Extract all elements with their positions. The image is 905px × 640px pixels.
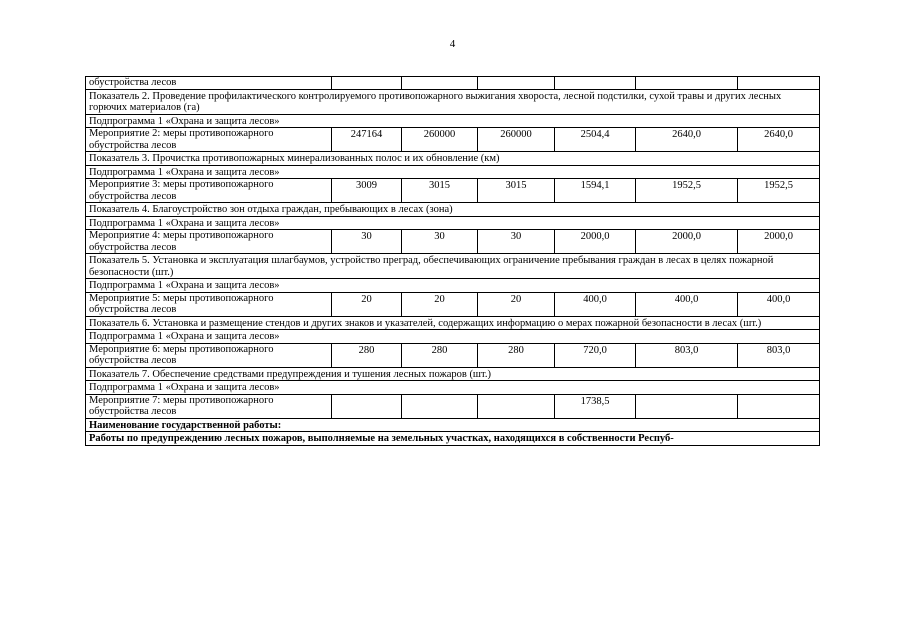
activity-label: Мероприятие 3: меры противопожарного обустройства лесов xyxy=(86,179,332,203)
value-cell: 30 xyxy=(478,230,555,254)
value-cell: 3015 xyxy=(402,179,478,203)
value-cell: 1594,1 xyxy=(555,179,636,203)
indicator-heading: Подпрограмма 1 «Охрана и защита лесов» xyxy=(86,381,820,395)
program-indicators-table xyxy=(85,76,820,446)
value-cell: 2504,4 xyxy=(555,128,636,152)
value-cell: 400,0 xyxy=(555,292,636,316)
value-cell xyxy=(738,77,820,90)
indicator-heading: Подпрограмма 1 «Охрана и защита лесов» xyxy=(86,330,820,344)
value-cell xyxy=(738,394,820,418)
value-cell: 803,0 xyxy=(636,343,738,367)
value-cell: 2000,0 xyxy=(738,230,820,254)
value-cell xyxy=(332,77,402,90)
value-cell: 3015 xyxy=(478,179,555,203)
value-cell: 20 xyxy=(332,292,402,316)
value-cell xyxy=(636,394,738,418)
table-row xyxy=(86,216,820,230)
value-cell: 20 xyxy=(478,292,555,316)
activity-label: Мероприятие 7: меры противопожарного обустройства лесов xyxy=(86,394,332,418)
table-row xyxy=(86,418,820,432)
indicator-heading: Показатель 4. Благоустройство зон отдыха граждан, пребывающих в лесах (зона) xyxy=(86,203,820,217)
table-row xyxy=(86,203,820,217)
table-row xyxy=(86,343,820,367)
activity-label: Мероприятие 5: меры противопожарного обустройства лесов xyxy=(86,292,332,316)
value-cell: 2000,0 xyxy=(555,230,636,254)
table-row xyxy=(86,114,820,128)
table-row xyxy=(86,432,820,446)
indicator-heading: Подпрограмма 1 «Охрана и защита лесов» xyxy=(86,114,820,128)
table-row xyxy=(86,179,820,203)
value-cell: 400,0 xyxy=(636,292,738,316)
value-cell: 280 xyxy=(478,343,555,367)
indicator-heading: Подпрограмма 1 «Охрана и защита лесов» xyxy=(86,165,820,179)
value-cell: 30 xyxy=(402,230,478,254)
table-row xyxy=(86,128,820,152)
value-cell: 1738,5 xyxy=(555,394,636,418)
table-row xyxy=(86,381,820,395)
value-cell xyxy=(636,77,738,90)
value-cell xyxy=(402,77,478,90)
table-row xyxy=(86,165,820,179)
value-cell: 280 xyxy=(402,343,478,367)
indicator-heading: Показатель 7. Обеспечение средствами предупреждения и тушения лесных пожаров (шт.) xyxy=(86,367,820,381)
value-cell: 803,0 xyxy=(738,343,820,367)
table-row xyxy=(86,367,820,381)
value-cell xyxy=(402,394,478,418)
value-cell: 400,0 xyxy=(738,292,820,316)
value-cell: 3009 xyxy=(332,179,402,203)
table-row xyxy=(86,254,820,279)
value-cell: 260000 xyxy=(478,128,555,152)
table-row xyxy=(86,316,820,330)
indicator-heading: Показатель 2. Проведение профилактического контролируемого противопожарного выжигания хворостa, лесной подстилки, сухой травы и других лесных горючих материалов (га) xyxy=(86,89,820,114)
value-cell: 280 xyxy=(332,343,402,367)
table-row xyxy=(86,394,820,418)
section-heading: Наименование государственной работы: xyxy=(86,418,820,432)
value-cell: 720,0 xyxy=(555,343,636,367)
value-cell: 2640,0 xyxy=(636,128,738,152)
table-row xyxy=(86,89,820,114)
value-cell xyxy=(478,394,555,418)
value-cell xyxy=(555,77,636,90)
indicator-heading: Подпрограмма 1 «Охрана и защита лесов» xyxy=(86,279,820,293)
indicator-heading: Подпрограмма 1 «Охрана и защита лесов» xyxy=(86,216,820,230)
section-heading: Работы по предупреждению лесных пожаров, выполняемые на земельных участках, находящихся в собственности Респуб- xyxy=(86,432,820,446)
value-cell: 1952,5 xyxy=(636,179,738,203)
table-row xyxy=(86,279,820,293)
value-cell: 2640,0 xyxy=(738,128,820,152)
value-cell: 30 xyxy=(332,230,402,254)
value-cell: 1952,5 xyxy=(738,179,820,203)
value-cell: 260000 xyxy=(402,128,478,152)
table-row xyxy=(86,152,820,166)
indicator-heading: Показатель 6. Установка и размещение стендов и других знаков и указателей, содержащих информацию о мерах пожарной безопасности в лесах (шт.) xyxy=(86,316,820,330)
activity-label: Мероприятие 4: меры противопожарного обустройства лесов xyxy=(86,230,332,254)
table-row xyxy=(86,292,820,316)
activity-label: Мероприятие 6: меры противопожарного обустройства лесов xyxy=(86,343,332,367)
table-row xyxy=(86,230,820,254)
activity-label: Мероприятие 2: меры противопожарного обустройства лесов xyxy=(86,128,332,152)
value-cell: 2000,0 xyxy=(636,230,738,254)
activity-label: обустройства лесов xyxy=(86,77,332,90)
value-cell: 20 xyxy=(402,292,478,316)
table-row xyxy=(86,77,820,90)
value-cell xyxy=(478,77,555,90)
value-cell: 247164 xyxy=(332,128,402,152)
table-row xyxy=(86,330,820,344)
value-cell xyxy=(332,394,402,418)
indicator-heading: Показатель 5. Установка и эксплуатация шлагбаумов, устройство преград, обеспечивающих ограничение пребывания граждан в лесах в целях пожарной безопасности (шт.) xyxy=(86,254,820,279)
page-number: 4 xyxy=(449,38,456,50)
indicator-heading: Показатель 3. Прочистка противопожарных минерализованных полос и их обновление (км) xyxy=(86,152,820,166)
